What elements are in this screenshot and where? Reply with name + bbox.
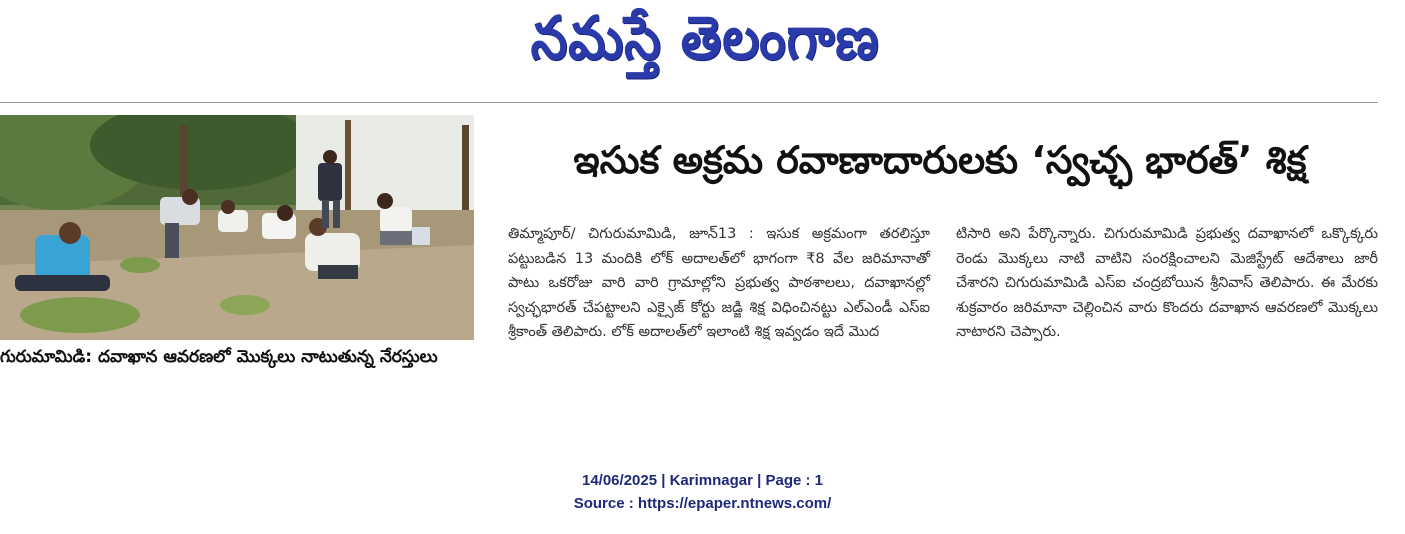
article-photo bbox=[0, 115, 474, 340]
article-column-2 bbox=[956, 222, 1378, 345]
masthead-title: నమస్తే తెలంగాణ bbox=[530, 4, 880, 74]
article-paragraph: తిమ్మాపూర్/ చిగురుమామిడి, జూన్13 : ఇసుక అక్రమంగా తరలిస్తూ పట్టుబడిన 13 మందికి లోక్ అదాలత్‌లో భాగంగా ₹8 వేల జరిమానాతో పాటు ఒకరోజు వారి వారి గ్రామాల్లోని ప్రభుత్వ పాఠశాలలు, దవాఖానల్లో స్వచ్ఛభారత్ చేపట్టాలని ఎక్సైజ్ కోర్టు జడ్జి శిక్ష విధించినట్టు ఎల్‌ఎండీ ఎస్‌ఐ శ్రీకాంత్ తెలిపారు. లోక్ అదాలత్‌లో ఇలాంటి శిక్ష ఇవ్వడం ఇదే మొద bbox=[508, 226, 930, 340]
article-column-1 bbox=[508, 222, 930, 345]
photo-caption: గురుమామిడి: దవాఖాన ఆవరణలో మొక్కలు నాటుతున్న నేరస్తులు bbox=[0, 347, 438, 367]
article-paragraph: టిసారి అని పేర్కొన్నారు. చిగురుమామిడి ప్రభుత్వ దవాఖానలో ఒక్కొక్కరు రెండు మొక్కలు నాటి వాటిని సంరక్షించాలని మెజిస్ట్రేట్ ఆదేశాలు జారీ చేశారని చిగురుమామిడి ఎస్‌ఐ చంద్రబోయిన శ్రీనివాస్ తెలిపారు. ఈ మేరకు శుక్రవారం జరిమానా చెల్లించిన వారు కొందరు దవాఖాన ఆవరణలో మొక్కలు నాటారని చెప్పారు. bbox=[956, 226, 1378, 340]
newspaper-masthead bbox=[500, 6, 910, 86]
footer-date-edition: 14/06/2025 | Karimnagar | Page : 1 bbox=[581, 472, 824, 489]
article-headline: ఇసుక అక్రమ రవాణాదారులకు ‘స్వచ్ఛ భారత్’ శిక్ష bbox=[573, 138, 1307, 182]
footer-source[interactable]: Source : https://epaper.ntnews.com/ bbox=[573, 495, 832, 512]
header-divider bbox=[0, 102, 1378, 103]
